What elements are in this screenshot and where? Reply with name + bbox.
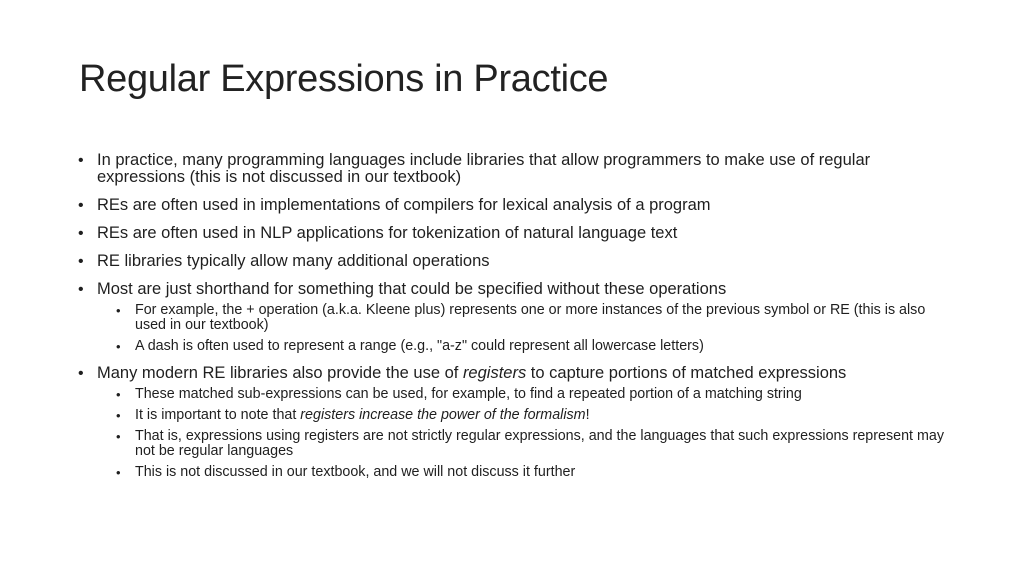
sub-bullet-text: This is not discussed in our textbook, and we will not discuss it further [135,464,576,480]
bullet-text: Most are just shorthand for something that could be specified without these operations [97,280,727,298]
bullet-text: REs are often used in implementations of compilers for lexical analysis of a program [97,196,711,214]
sub-bullet-list [97,387,954,480]
sub-bullet-text: That is, expressions using registers are not strictly regular expressions, and the languages that such expressions represent may not be regular languages [135,428,944,459]
slide-title: Regular Expressions in Practice [79,58,609,100]
sub-bullet-not-regular [116,429,954,459]
bullet-libraries [78,152,954,186]
bullet-compilers [78,197,954,214]
sub-bullet-text-post: ! [585,407,590,423]
bullet-nlp [78,225,954,242]
bullet-text: In practice, many programming languages include libraries that allow programmers to make use of regular expressions (this is not discussed in our textbook) [97,151,871,186]
bullet-text-emphasis: registers [462,364,527,382]
bullet-text: RE libraries typically allow many additional operations [97,252,490,270]
bullet-additional-operations [78,253,954,270]
sub-bullet-dash-range [116,339,954,354]
sub-bullet-text-emphasis: registers increase the power of the formalism [300,407,586,423]
sub-bullet-sub-expressions [116,387,954,402]
sub-bullet-list [97,303,954,354]
sub-bullet-text: These matched sub-expressions can be used, for example, to find a repeated portion of a matching string [135,386,802,402]
sub-bullet-text: For example, the + operation (a.k.a. Kleene plus) represents one or more instances of the previous symbol or RE (this is also used in our textbook) [135,302,926,333]
sub-bullet-kleene-plus [116,303,954,333]
bullet-list [78,152,954,480]
bullet-text-pre: Many modern RE libraries also provide the use of [97,364,463,382]
sub-bullet-text-pre: It is important to note that [135,407,301,423]
sub-bullet-not-discussed [116,465,954,480]
bullet-text: REs are often used in NLP applications for tokenization of natural language text [97,224,678,242]
sub-bullet-text: A dash is often used to represent a range (e.g., "a-z" could represent all lowercase letters) [135,338,704,354]
bullet-registers [78,365,954,480]
slide-content [78,152,954,491]
bullet-shorthand [78,281,954,354]
bullet-text-post: to capture portions of matched expressions [526,364,847,382]
sub-bullet-power [116,408,954,423]
